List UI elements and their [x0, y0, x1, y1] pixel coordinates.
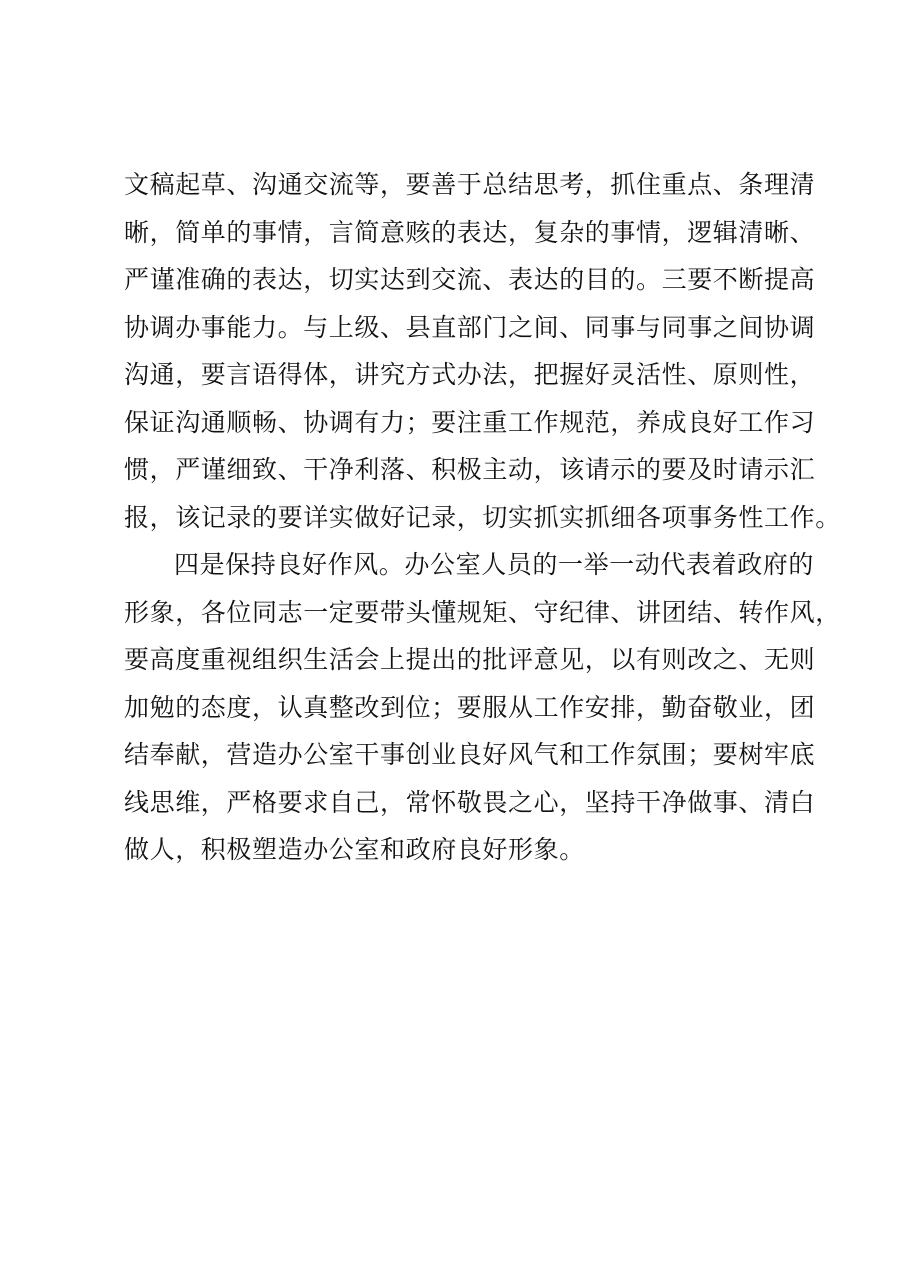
text-line: 协调办事能力。与上级、县直部门之间、同事与同事之间协调	[124, 312, 816, 342]
text-line: 要高度重视组织生活会上提出的批评意见，以有则改之、无则	[124, 645, 816, 674]
text-line: 惯，严谨细致、干净利落、积极主动，该请示的要及时请示汇	[124, 455, 816, 484]
text-line: 做人，积极塑造办公室和政府良好形象。	[124, 835, 585, 864]
text-line: 线思维，严格要求自己，常怀敬畏之心，坚持干净做事、清白	[124, 787, 816, 817]
text-line: 沟通，要言语得体，讲究方式办法，把握好灵活性、原则性，	[124, 360, 816, 389]
text-line: 保证沟通顺畅、协调有力；要注重工作规范，养成良好工作习	[124, 407, 816, 437]
text-line: 报，该记录的要详实做好记录，切实抓实抓细各项事务性工作。	[124, 502, 841, 532]
text-line: 结奉献，营造办公室干事创业良好风气和工作氛围；要树牢底	[124, 740, 816, 769]
text-line: 形象，各位同志一定要带头懂规矩、守纪律、讲团结、转作风，	[124, 597, 841, 627]
text-line: 晰，简单的事情，言简意赅的表达，复杂的事情，逻辑清晰、	[124, 217, 816, 247]
text-line: 加勉的态度，认真整改到位；要服从工作安排，勤奋敬业，团	[124, 692, 816, 722]
paragraph-start-line: 四是保持良好作风。办公室人员的一举一动代表着政府的	[174, 550, 815, 579]
text-line: 严谨准确的表达，切实达到交流、表达的目的。三要不断提高	[124, 265, 816, 294]
body-text	[124, 165, 841, 878]
text-line: 文稿起草、沟通交流等，要善于总结思考，抓住重点、条理清	[124, 170, 816, 199]
